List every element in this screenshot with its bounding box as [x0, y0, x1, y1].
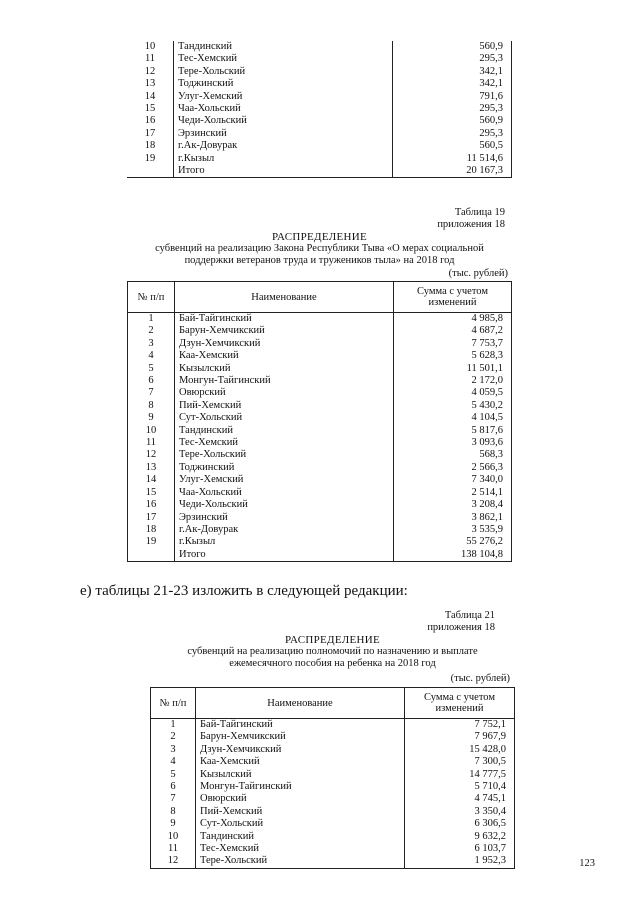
- row-name: Бай-Тайгинский: [175, 313, 394, 326]
- table-row: [127, 53, 512, 65]
- row-value: 7 753,7: [394, 338, 512, 350]
- row-value: 6 103,7: [405, 843, 515, 855]
- row-value: 14 777,5: [405, 769, 515, 781]
- table-row: [128, 400, 512, 412]
- row-name: Кызылский: [196, 769, 405, 781]
- table-row: [151, 855, 515, 868]
- table-row: [128, 350, 512, 362]
- row-value: 5 430,2: [394, 400, 512, 412]
- table-row: [151, 781, 515, 793]
- row-number: 2: [151, 731, 196, 743]
- table-row: [128, 425, 512, 437]
- row-number: [127, 165, 174, 178]
- row-name: Тоджинский: [174, 78, 393, 90]
- row-number: 4: [128, 350, 175, 362]
- row-number: 16: [144, 115, 156, 127]
- row-name: Монгун-Тайгинский: [196, 781, 405, 793]
- row-number: 6: [151, 781, 196, 793]
- row-number: 11: [151, 843, 196, 855]
- row-name: Тандинский: [175, 425, 394, 437]
- row-value: 560,9: [393, 41, 512, 53]
- row-number: 11: [144, 53, 156, 65]
- row-number: 8: [128, 400, 175, 412]
- row-name: Чеди-Хольский: [174, 115, 393, 127]
- table21-label-line1: Таблица 21: [444, 610, 495, 621]
- table21-heading: РАСПРЕДЕЛЕНИЕ: [285, 634, 380, 646]
- row-name: Тес-Хемский: [196, 843, 405, 855]
- row-name: Тандинский: [196, 831, 405, 843]
- table-row: [151, 769, 515, 781]
- table21-header-row: [151, 688, 515, 719]
- row-value: 4 745,1: [405, 793, 515, 805]
- row-name: Улуг-Хемский: [174, 91, 393, 103]
- row-number: 3: [128, 338, 175, 350]
- table21-header-name: Наименование: [196, 688, 405, 719]
- table-row: [128, 375, 512, 387]
- table-row: [151, 719, 515, 732]
- row-value: 3 093,6: [394, 437, 512, 449]
- table19-header-name: Наименование: [175, 282, 394, 313]
- row-value: 5 628,3: [394, 350, 512, 362]
- table-row: [127, 128, 512, 140]
- table-row: [151, 831, 515, 843]
- row-number: 10: [151, 831, 196, 843]
- table19: [127, 281, 512, 562]
- row-number: 7: [128, 387, 175, 399]
- table21-body: [151, 719, 515, 869]
- row-value: 3 208,4: [394, 499, 512, 511]
- row-name: г.Ак-Довурак: [174, 140, 393, 152]
- row-name: Барун-Хемчикский: [196, 731, 405, 743]
- row-value: 6 306,5: [405, 818, 515, 830]
- row-number: 18: [144, 140, 156, 152]
- table19-header-value-line2: изменений: [428, 297, 477, 308]
- table-row: [127, 140, 512, 152]
- row-value: 15 428,0: [405, 744, 515, 756]
- table21: [150, 687, 515, 869]
- row-number: 14: [144, 90, 156, 102]
- table21-header-num: № п/п: [151, 688, 196, 719]
- table21-label: [380, 610, 495, 634]
- table19-label-line2: приложения 18: [437, 219, 505, 230]
- row-value: 1 952,3: [405, 855, 515, 868]
- table19-header-value: [394, 282, 512, 313]
- row-number: 12: [128, 449, 175, 461]
- table19-heading: РАСПРЕДЕЛЕНИЕ: [272, 231, 367, 243]
- table19-label-line1: Таблица 19: [454, 207, 505, 218]
- row-number: 17: [128, 512, 175, 524]
- row-value: 9 632,2: [405, 831, 515, 843]
- table-row: [128, 499, 512, 511]
- table-row: [128, 549, 512, 562]
- row-number: 10: [144, 41, 156, 52]
- row-number: 7: [151, 793, 196, 805]
- row-number: 1: [151, 719, 196, 732]
- table19-units: (тыс. рублей): [448, 268, 508, 279]
- row-value: 560,5: [393, 140, 512, 152]
- table-row: [151, 731, 515, 743]
- row-name: Овюрский: [196, 793, 405, 805]
- table-row: [127, 91, 512, 103]
- row-name: Тере-Хольский: [174, 66, 393, 78]
- row-value: 295,3: [393, 128, 512, 140]
- row-name: Тес-Хемский: [175, 437, 394, 449]
- row-value: 11 501,1: [394, 363, 512, 375]
- row-number: 4: [151, 756, 196, 768]
- row-value: 568,3: [394, 449, 512, 461]
- table19-subtitle: [127, 243, 512, 267]
- table21-subtitle-line1: субвенций на реализацию полномочий по назначению и выплате: [187, 646, 478, 657]
- table-row: [127, 41, 512, 53]
- row-name: Овюрский: [175, 387, 394, 399]
- row-name: Пий-Хемский: [175, 400, 394, 412]
- table19-label: [380, 207, 505, 231]
- table-row: [128, 437, 512, 449]
- table-row: [128, 487, 512, 499]
- row-name: Монгун-Тайгинский: [175, 375, 394, 387]
- table21-subtitle: [150, 646, 515, 670]
- row-value: 4 985,8: [394, 313, 512, 326]
- row-number: 6: [128, 375, 175, 387]
- row-name: Дзун-Хемчикский: [196, 744, 405, 756]
- row-value: 5 710,4: [405, 781, 515, 793]
- table19-header-value-line1: Сумма с учетом: [417, 286, 488, 297]
- row-name: Эрзинский: [174, 128, 393, 140]
- row-name: Тоджинский: [175, 462, 394, 474]
- row-number: [128, 549, 175, 562]
- row-name: Чаа-Хольский: [175, 487, 394, 499]
- row-number: 13: [144, 78, 156, 90]
- row-name: Кызылский: [175, 363, 394, 375]
- row-value: 2 566,3: [394, 462, 512, 474]
- table-row: [127, 153, 512, 165]
- table-row: [128, 325, 512, 337]
- row-name: Пий-Хемский: [196, 806, 405, 818]
- row-value: 342,1: [393, 66, 512, 78]
- section-e-text: е) таблицы 21-23 изложить в следующей редакции:: [80, 583, 408, 599]
- table-row: [151, 843, 515, 855]
- table21-label-line2: приложения 18: [427, 622, 495, 633]
- row-value: 7 967,9: [405, 731, 515, 743]
- table-row: [151, 806, 515, 818]
- row-name: Сут-Хольский: [196, 818, 405, 830]
- table-row: [128, 512, 512, 524]
- table-row: [127, 165, 512, 178]
- row-number: 19: [144, 152, 156, 164]
- table-row: [128, 462, 512, 474]
- row-number: 15: [144, 103, 156, 115]
- row-value: 295,3: [393, 53, 512, 65]
- table-row: [151, 744, 515, 756]
- row-name: г.Кызыл: [175, 536, 394, 548]
- row-name: Тере-Хольский: [196, 855, 405, 868]
- row-name: Итого: [174, 165, 393, 178]
- row-value: 560,9: [393, 115, 512, 127]
- table-row: [128, 474, 512, 486]
- row-name: Улуг-Хемский: [175, 474, 394, 486]
- row-number: 16: [128, 499, 175, 511]
- table21-header-value-line2: изменений: [435, 703, 484, 714]
- row-name: Барун-Хемчикский: [175, 325, 394, 337]
- row-name: Бай-Тайгинский: [196, 719, 405, 732]
- row-number: 13: [128, 462, 175, 474]
- row-value: 7 340,0: [394, 474, 512, 486]
- row-value: 4 059,5: [394, 387, 512, 399]
- table-row: [127, 66, 512, 78]
- continuation-table-body: [127, 41, 512, 178]
- table19-body: [128, 313, 512, 562]
- row-value: 2 514,1: [394, 487, 512, 499]
- row-name: Каа-Хемский: [196, 756, 405, 768]
- row-number: 8: [151, 806, 196, 818]
- row-value: 295,3: [393, 103, 512, 115]
- row-value: 11 514,6: [393, 153, 512, 165]
- row-number: 5: [151, 769, 196, 781]
- row-name: Чаа-Хольский: [174, 103, 393, 115]
- table-row: [128, 363, 512, 375]
- row-name: Эрзинский: [175, 512, 394, 524]
- table21-subtitle-line2: ежемесячного пособия на ребенка на 2018 год: [229, 658, 436, 669]
- row-value: 20 167,3: [393, 165, 512, 178]
- row-name: Каа-Хемский: [175, 350, 394, 362]
- row-name: Тандинский: [174, 41, 393, 53]
- row-name: Чеди-Хольский: [175, 499, 394, 511]
- row-number: 9: [128, 412, 175, 424]
- table21-header-value-line1: Сумма с учетом: [424, 692, 495, 703]
- table19-subtitle-line1: субвенций на реализацию Закона Республики Тыва «О мерах социальной: [155, 243, 484, 254]
- table-row: [127, 115, 512, 127]
- table-row: [151, 818, 515, 830]
- row-name: Сут-Хольский: [175, 412, 394, 424]
- row-value: 3 350,4: [405, 806, 515, 818]
- row-value: 3 862,1: [394, 512, 512, 524]
- row-number: 12: [151, 855, 196, 868]
- row-value: 4 687,2: [394, 325, 512, 337]
- row-name: Дзун-Хемчикский: [175, 338, 394, 350]
- row-name: Итого: [175, 549, 394, 562]
- row-value: 3 535,9: [394, 524, 512, 536]
- row-number: 18: [128, 524, 175, 536]
- table-row: [127, 78, 512, 90]
- page-number: 123: [579, 858, 595, 869]
- row-number: 17: [144, 127, 156, 139]
- row-number: 14: [128, 474, 175, 486]
- row-number: 11: [128, 437, 175, 449]
- row-number: 9: [151, 818, 196, 830]
- row-value: 4 104,5: [394, 412, 512, 424]
- row-number: 15: [128, 487, 175, 499]
- table-row: [128, 387, 512, 399]
- table-row: [128, 536, 512, 548]
- row-number: 2: [128, 325, 175, 337]
- table19-subtitle-line2: поддержки ветеранов труда и тружеников тыла» на 2018 год: [184, 255, 455, 266]
- table-row: [128, 449, 512, 461]
- row-name: г.Кызыл: [174, 153, 393, 165]
- row-value: 55 276,2: [394, 536, 512, 548]
- table21-units: (тыс. рублей): [450, 673, 510, 684]
- table-row: [128, 313, 512, 326]
- table-row: [151, 756, 515, 768]
- table19-header-row: [128, 282, 512, 313]
- table-row: [127, 103, 512, 115]
- table-row: [128, 412, 512, 424]
- row-number: 12: [144, 65, 156, 77]
- row-number: 1: [128, 313, 175, 326]
- row-value: 138 104,8: [394, 549, 512, 562]
- table21-header-value: [405, 688, 515, 719]
- row-number: 3: [151, 744, 196, 756]
- table19-header-num: № п/п: [128, 282, 175, 313]
- row-value: 5 817,6: [394, 425, 512, 437]
- row-number: 5: [128, 363, 175, 375]
- row-value: 7 300,5: [405, 756, 515, 768]
- row-value: 7 752,1: [405, 719, 515, 732]
- row-name: Тес-Хемский: [174, 53, 393, 65]
- row-value: 791,6: [393, 91, 512, 103]
- row-number: 19: [128, 536, 175, 548]
- row-number: 10: [128, 425, 175, 437]
- row-name: г.Ак-Довурак: [175, 524, 394, 536]
- table-row: [151, 793, 515, 805]
- continuation-table: [127, 41, 512, 178]
- row-value: 2 172,0: [394, 375, 512, 387]
- table-row: [128, 524, 512, 536]
- row-value: 342,1: [393, 78, 512, 90]
- row-name: Тере-Хольский: [175, 449, 394, 461]
- table-row: [128, 338, 512, 350]
